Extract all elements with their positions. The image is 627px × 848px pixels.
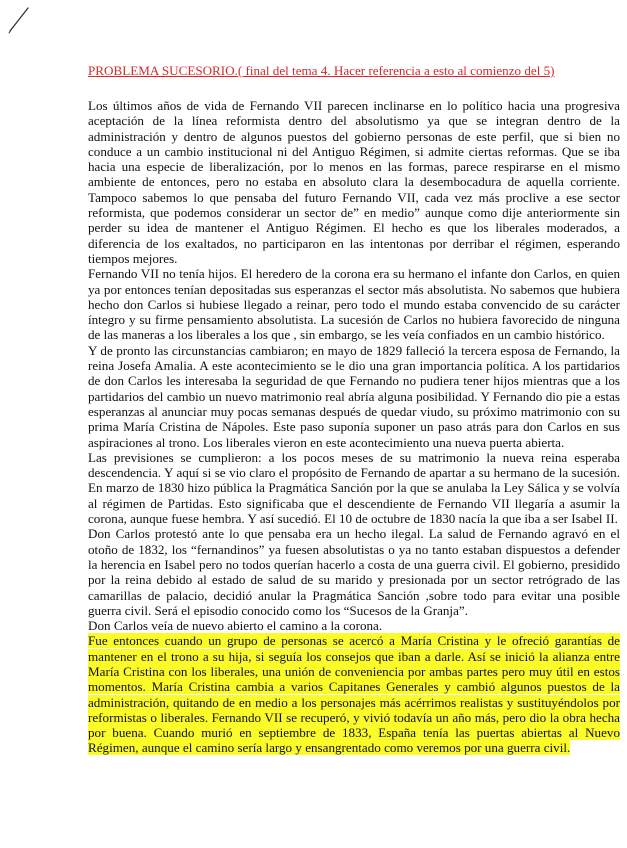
pen-stroke-mark	[6, 4, 32, 34]
paragraph-5: Don Carlos protestó ante lo que pensaba era un hecho ilegal. La salud de Fernando agravó en el otoño de 1832, los “fernandinos” ya fuesen absolutistas o ya no tanto estaban dispuestos a defender la herencia en Isabel pero no todos querían hacerlo a costa de una guerra civil. El gobierno, presidido por la reina debido al estado de salud de su marido y presionada por un sector retrógrado de las camarillas de palacio, decidió anular la Pragmática Sanción ,sobre todo para evitar una posible guerra civil. Será el episodio conocido como los “Sucesos de la Granja”.	[88, 526, 620, 618]
highlighted-text: Fue entonces cuando un grupo de personas se acercó a María Cristina y le ofreció garantías de mantener en el trono a su hija, si seguía los consejos que iban a darle. Así se inició la alianza entre María Cristina con los liberales, una unión de conveniencia por ambas partes pero muy útil en estos momentos. María Cristina cambia a varios Capitanes Generales y cambió algunos puestos de la administración, quitando de en medio a los personajes más acérrimos realistas y sustituyéndolos por reformistas o liberales. Fernando VII se recuperó, y vivió todavía un año más, pero dio la obra hecha por buena. Cuando murió en septiembre de 1833, España tenía las puertas abiertas al Nuevo Régimen, aunque el camino sería largo y ensangrentado como veremos por una guerra civil.	[88, 633, 620, 756]
paragraph-1: Los últimos años de vida de Fernando VII parecen inclinarse en lo político hacia una progresiva aceptación de la línea reformista dentro del absolutismo ya que se integran dentro de la administración y dentro de algunos puestos del gobierno personas de este perfil, que si bien no conduce a un cambio institucional ni del Antiguo Régimen, si admite ciertas reformas. Que se iba hacia una especie de liberalización, por lo menos en las formas, parece respirarse en el mismo ambiente de entonces, pero no estaba en absoluto clara la desembocadura de aquella corriente. Tampoco sabemos lo que pensaba del futuro Fernando VII, cada vez más proclive a ese sector reformista, que podemos considerar un sector de” en medio” aunque como dije anteriormente sin perder su idea de mantener el Antiguo Régimen. El hecho es que los liberales moderados, a diferencia de los exaltados, no participaron en las intentonas por derribar el régimen, esperando tiempos mejores.	[88, 98, 620, 266]
paragraph-6: Don Carlos veía de nuevo abierto el camino a la corona.	[88, 618, 383, 634]
document-title: PROBLEMA SUCESORIO.( final del tema 4. Hacer referencia a esto al comienzo del 5)	[88, 63, 555, 78]
paragraph-4: Las previsiones se cumplieron: a los pocos meses de su matrimonio la nueva reina esperaba descendencia. Y aquí si se vio claro el propósito de Fernando de apartar a su hermano de la sucesión. En marzo de 1830 hizo pública la Pragmática Sanción por la que se anulaba la Ley Sálica y se volvía al régimen de Partidas. Esto significaba que el descendiente de Fernando VII llegaría a asumir la corona, aunque fuese hembra. Y así sucedió. El 10 de octubre de 1830 nacía la que iba a ser Isabel II.	[88, 449, 620, 527]
highlighted-paragraph	[88, 633, 620, 755]
document-body	[88, 98, 620, 756]
paragraph-2: Fernando VII no tenía hijos. El heredero de la corona era su hermano el infante don Carlos, en quien ya por entonces tenían depositadas sus esperanzas el sector más absolutista. No sabemos que hubiera hecho don Carlos si hubiese llegado a reinar, pero todo el mundo estaba convencido de su carácter íntegro y su firme pensamiento absolutista. La sucesión de Carlos no hubiera favorecido de ninguna de las maneras a los liberales a los que , sin embargo, se les veía confiados en un cambio histórico.	[88, 266, 620, 343]
paragraph-3: Y de pronto las circunstancias cambiaron; en mayo de 1829 falleció la tercera esposa de Fernando, la reina Josefa Amalia. A este acontecimiento se le dio una gran importancia política. A los partidarios de don Carlos les interesaba la seguridad de que Fernando no pudiera tener hijos mientras que a los partidarios del cambio un nuevo matrimonio real abría alguna posibilidad. Y Fernando dio pie a estas esperanzas al anunciar muy pocas semanas después de quedar viudo, su próximo matrimonio con su prima María Cristina de Nápoles. Este paso suponía suponer un paso atrás para don Carlos en sus aspiraciones al trono. Los liberales vieron en este acontecimiento una nueva puerta abierta.	[88, 342, 620, 450]
